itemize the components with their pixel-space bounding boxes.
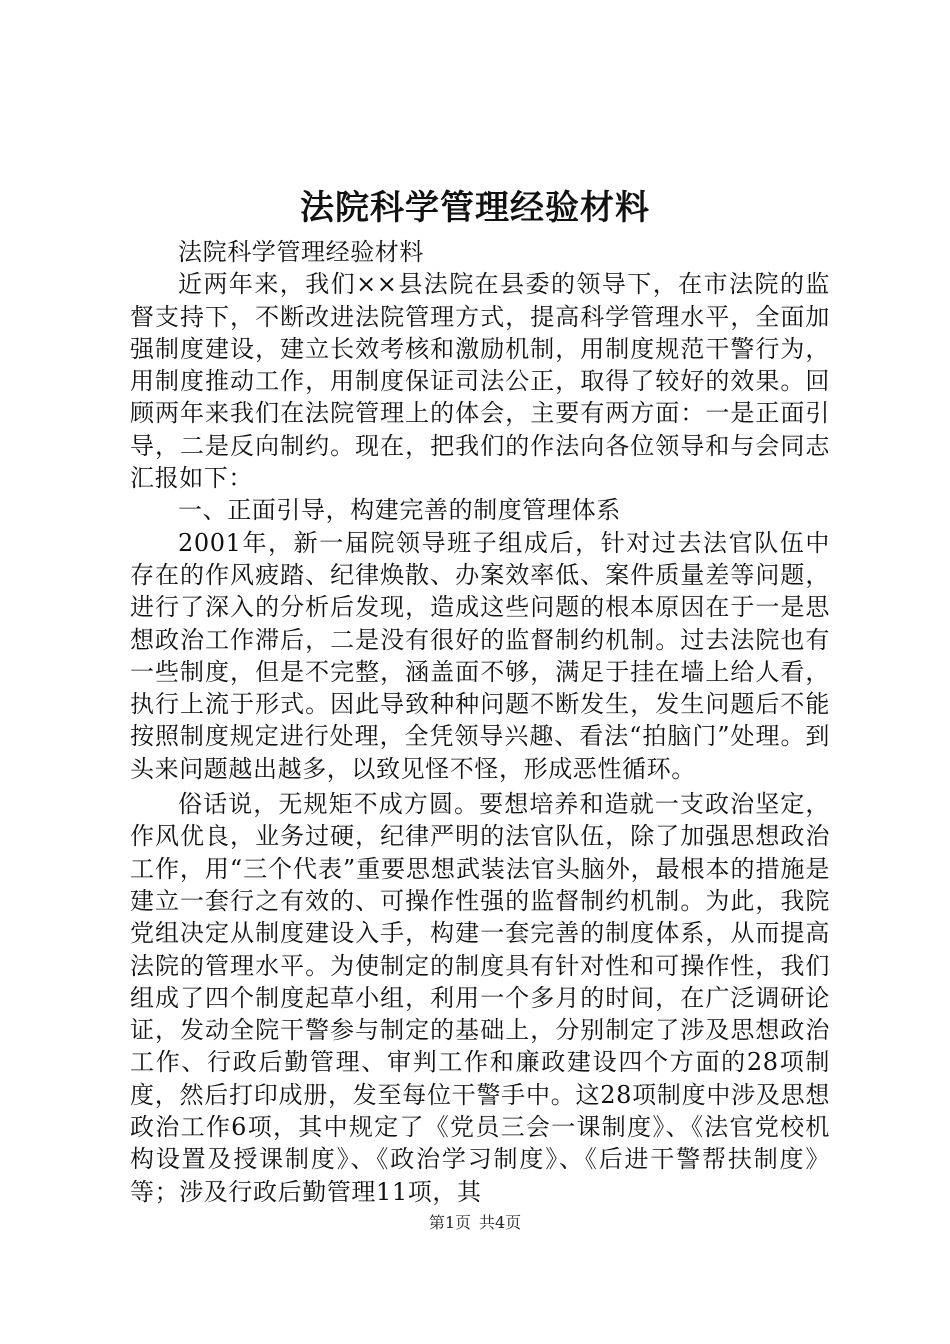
document-body — [130, 236, 830, 1208]
paragraph-background: 2001年，新一届院领导班子组成后，针对过去法官队伍中存在的作风疲踏、纪律焕散、办案效率低、案件质量差等问题，进行了深入的分析后发现，造成这些问题的根本原因在于一是思想政治工作滞后，二是没有很好的监督制约机制。过去法院也有一些制度，但是不完整，涵盖面不够，满足于挂在墙上给人看，执行上流于形式。因此导致种种问题不断发生，发生问题后不能按照制度规定进行处理，全凭领导兴趣、看法“拍脑门”处理。到头来问题越出越多，以致见怪不怪，形成恶性循环。 — [130, 528, 830, 783]
paragraph-subtitle: 法院科学管理经验材料 — [178, 238, 424, 266]
page-number: 第1页 — [428, 1213, 471, 1232]
paragraph-measures: 俗话说，无规矩不成方圆。要想培养和造就一支政治坚定，作风优良，业务过硬，纪律严明的法官队伍，除了加强思想政治工作，用“三个代表”重要思想武装法官头脑外，最根本的措施是建立一套行之有效的、可操作性强的监督制约机制。为此，我院党组决定从制度建设入手，构建一套完善的制度体系，从而提高法院的管理水平。为使制定的制度具有针对性和可操作性，我们组成了四个制度起草小组，利用一个多月的时间，在广泛调研论证，发动全院干警参与制定的基础上，分别制定了涉及思想政治工作、行政后勤管理、审判工作和廉政建设四个方面的28项制度，然后打印成册，发至每位干警手中。这28项制度中涉及思想政治工作6项，其中规定了《党员三会一课制度》、《法官党校机构设置及授课制度》、《政治学习制度》、《后进干警帮扶制度》等；涉及行政后勤管理11项，其 — [130, 790, 830, 1206]
section-heading-1: 一、正面引导，构建完善的制度管理体系 — [178, 496, 621, 525]
page-total: 共4页 — [479, 1213, 522, 1232]
paragraph-intro: 近两年来，我们××县法院在县委的领导下，在市法院的监督支持下，不断改进法院管理方式，提高科学管理水平，全面加强制度建设，建立长效考核和激励机制，用制度规范干警行为，用制度推动工作，用制度保证司法公正，取得了较好的效果。回顾两年来我们在法院管理上的体会，主要有两方面：一是正面引导，二是反向制约。现在，把我们的作法向各位领导和与会同志汇报如下： — [130, 270, 830, 493]
page-footer — [0, 1212, 950, 1234]
document-title: 法院科学管理经验材料 — [300, 188, 650, 228]
